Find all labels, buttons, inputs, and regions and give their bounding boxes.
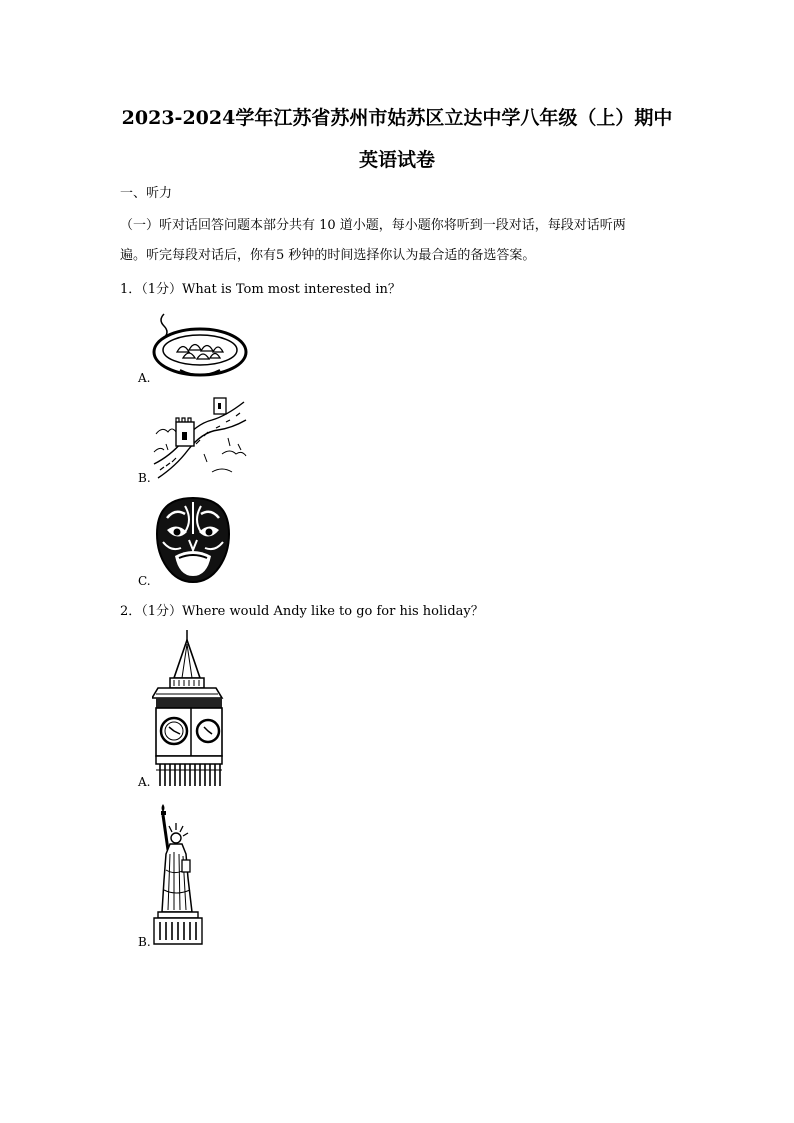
great-wall-icon[interactable] xyxy=(152,394,248,480)
section-heading: 一、听力 xyxy=(120,186,173,201)
part-intro-line-1: （一）听对话回答问题本部分共有 10 道小题，每小题你将听到一段对话，每段对话听两 xyxy=(120,218,626,233)
part-intro-line-2: 遍。听完每段对话后，你有5 秒钟的时间选择你认为最合适的备选答案。 xyxy=(120,248,536,263)
dumplings-plate-icon[interactable] xyxy=(150,308,250,380)
statue-of-liberty-icon[interactable] xyxy=(152,800,204,946)
title-line-1: 2023-2024学年江苏省苏州市姑苏区立达中学八年级（上）期中 xyxy=(121,107,673,129)
title-line-2: 英语试卷 xyxy=(358,149,435,171)
q1-option-b-label: B. xyxy=(138,471,151,485)
opera-mask-icon[interactable] xyxy=(155,496,231,584)
big-ben-icon[interactable] xyxy=(152,630,226,788)
question-2-text: 2．（1分）Where would Andy like to go for his holiday？ xyxy=(120,604,484,619)
question-1-text: 1．（1分）What is Tom most interested in？ xyxy=(120,282,401,297)
q1-option-c-label: C. xyxy=(138,574,151,588)
q2-option-b-label: B. xyxy=(138,935,151,949)
q1-option-a-label: A. xyxy=(138,371,151,385)
q2-option-a-label: A. xyxy=(138,775,151,789)
